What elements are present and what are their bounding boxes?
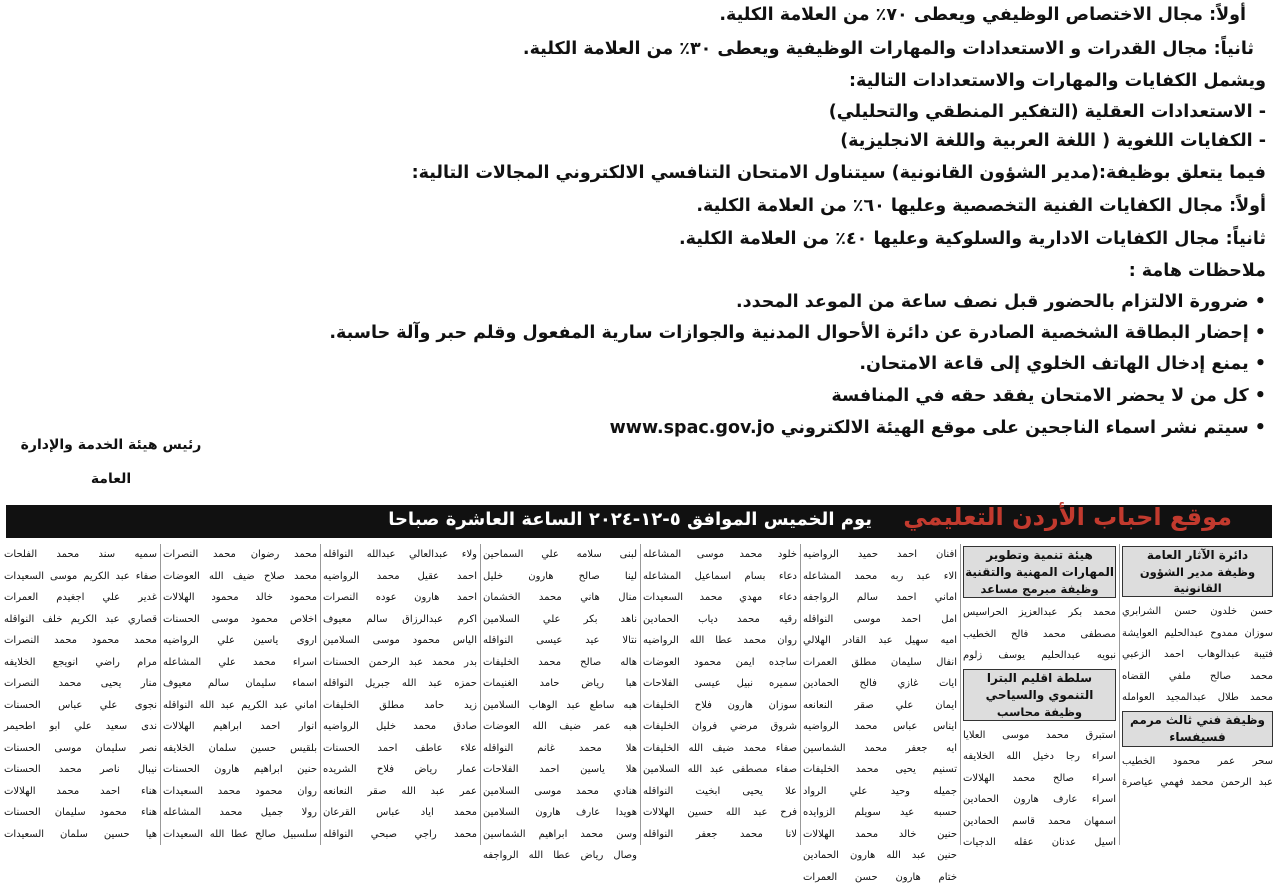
name-entry: ولاء عبدالعالي عبدالله النواقله — [323, 544, 477, 566]
column-names — [163, 544, 317, 845]
name-entry: صفاء مصطفى عبد الله السلامين — [643, 759, 797, 781]
name-entry: حسبه عيد سويلم الزوايده — [803, 802, 957, 824]
column-names — [803, 544, 957, 845]
name-entry: هبه عمر ضيف الله العوضات — [483, 716, 637, 738]
name-entry: اماني احمد سالم الرواجفه — [803, 587, 957, 609]
name-entry: هناء احمد محمد الهلالات — [4, 781, 157, 803]
name-entry: تسنيم يحيى محمد الخليفات — [803, 759, 957, 781]
name-entry: سوزان ممدوح عبدالحليم العوايشة — [1122, 623, 1273, 645]
name-entry: هيا حسين سلمان السعيدات — [4, 824, 157, 846]
name-entry: رقيه محمد دياب الحمادين — [643, 609, 797, 631]
column-names — [643, 544, 797, 845]
name-entry: دعاء مهدي محمد السعيدات — [643, 587, 797, 609]
name-entry: زيد حامد مطلق الخليفات — [323, 695, 477, 717]
name-entry: جميله وحيد علي الرواد — [803, 781, 957, 803]
name-entry: اميه سهيل عبد القادر الهلالي — [803, 630, 957, 652]
note-item: • يمنع إدخال الهاتف الخلوي إلى قاعة الامتحان. — [859, 353, 1266, 375]
name-entry: استبرق محمد موسى العلايا — [963, 725, 1116, 747]
column-divider — [800, 544, 801, 845]
name-entry: غدير علي اجغيدم العمرات — [4, 587, 157, 609]
date-banner — [6, 505, 1272, 538]
name-entry: ختام هارون حسن العمرات — [803, 867, 957, 888]
name-entry: منار يحيى محمد النصرات — [4, 673, 157, 695]
name-entry: محمد صالح ملفي القضاه — [1122, 666, 1273, 688]
name-entry: عمر عبد الله صقر النعانعه — [323, 781, 477, 803]
name-entry: فتيبة عبدالوهاب احمد الزعبي — [1122, 644, 1273, 666]
announcement-line: ثانياً: مجال الكفايات الادارية والسلوكية وعليها ٤٠٪ من العلامة الكلية. — [679, 228, 1266, 250]
name-entry: اسماء سليمان سالم معيوف — [163, 673, 317, 695]
name-entry: لانا محمد جعفر النواقله — [643, 824, 797, 846]
name-entry: حمزه عبد الله جبريل النواقله — [323, 673, 477, 695]
signature-title: رئيس هيئة الخدمة والإدارة العامة — [6, 428, 216, 496]
note-item: • سيتم نشر اسماء الناجحين على موقع الهيئة الالكتروني www.spac.gov.jo — [610, 417, 1266, 439]
column-divider — [320, 544, 321, 845]
name-entry: هبا رياض حامد الغنيمات — [483, 673, 637, 695]
name-entry: احمد هارون عوده النصرات — [323, 587, 477, 609]
name-entry: محمود خالد محمود الهلالات — [163, 587, 317, 609]
name-entry: سميره نبيل عيسى الفلاحات — [643, 673, 797, 695]
note-item: • كل من لا يحضر الامتحان يفقد حقه في المنافسة — [831, 385, 1266, 407]
name-entry: بلقيس حسين سلمان الخلايفه — [163, 738, 317, 760]
name-entry: سحر عمر محمود الخطيب — [1122, 751, 1273, 773]
name-entry: سوزان هارون فلاح الخليفات — [643, 695, 797, 717]
name-entry: وسن محمد ابراهيم الشماسين — [483, 824, 637, 846]
column-names — [483, 544, 637, 845]
name-entry: حنين خالد محمد الهلالات — [803, 824, 957, 846]
name-entry: نتالا عيد عيسى النواقله — [483, 630, 637, 652]
name-entry: نبويه عبدالحليم يوسف زلوم — [963, 645, 1116, 667]
name-entry: محمد راجي صبحي النواقله — [323, 824, 477, 846]
name-entry: مصطفى محمد فالح الخطيب — [963, 624, 1116, 646]
name-entry: روان محمود محمد السعيدات — [163, 781, 317, 803]
name-entry: عبد الرحمن محمد فهمي عياصرة — [1122, 772, 1273, 794]
name-entry: روان محمد عطا الله الرواضيه — [643, 630, 797, 652]
notes-heading: ملاحظات هامة : — [1129, 260, 1266, 282]
column-divider — [640, 544, 641, 845]
name-entry: ناهد بكر علي السلامين — [483, 609, 637, 631]
name-entry: منال هاني محمد الخشمان — [483, 587, 637, 609]
name-entry: دعاء بسام اسماعيل المشاعله — [643, 566, 797, 588]
name-entry: محمد بكر عبدالعزيز الحراسيس — [963, 602, 1116, 624]
name-entry: انفال سليمان مطلق العمرات — [803, 652, 957, 674]
name-entry: اسراء صالح محمد الهلالات — [963, 768, 1116, 790]
column-divider — [1119, 544, 1120, 845]
announcement-line: - الاستعدادات العقلية (التفكير المنطقي والتحليلي) — [829, 101, 1266, 123]
name-entry: اروى ياسين علي الرواضيه — [163, 630, 317, 652]
name-entry: نصر سليمان موسى الحسنات — [4, 738, 157, 760]
announcement-line: أولاً: مجال الكفايات الفنية التخصصية وعليها ٦٠٪ من العلامة الكلية. — [696, 195, 1266, 217]
column-names — [4, 544, 157, 845]
column-antiquities — [1122, 544, 1273, 845]
name-entry: محمد محمود محمد النصرات — [4, 630, 157, 652]
name-entry: ايناس عباس محمد الرواضيه — [803, 716, 957, 738]
announcement-line: ثانياً: مجال القدرات و الاستعدادات والمهارات الوظيفية ويعطى ٣٠٪ من العلامة الكلية. — [523, 38, 1254, 60]
section-subheader: وظيفة محاسب — [964, 704, 1115, 720]
name-entry: هناء محمود سليمان الحسنات — [4, 802, 157, 824]
announcement-line: ويشمل الكفايات والمهارات والاستعدادات التالية: — [849, 70, 1266, 92]
name-entry: سميه سند محمد الفلحات — [4, 544, 157, 566]
name-entry: لبنى سلامه علي السماحين — [483, 544, 637, 566]
name-entry: علاء عاطف احمد الحسنات — [323, 738, 477, 760]
note-item: • إحضار البطاقة الشخصية الصادرة عن دائرة الأحوال المدنية والجوازات سارية المفعول وقلم حبر وآلة حاسبة. — [329, 322, 1266, 344]
section-subheader: وظيفة مبرمج مساعد — [964, 581, 1115, 597]
name-entry: خلود محمد موسى المشاعله — [643, 544, 797, 566]
name-entry: محمد رضوان محمد النصرات — [163, 544, 317, 566]
section-header: هيئة تنمية وتطوير المهارات المهنية والتقنية وظيفة مبرمج مساعد — [963, 546, 1116, 598]
site-watermark: موقع احباب الأردن التعليمي — [903, 503, 1232, 531]
name-entry: بدر محمد عبد الرحمن الحسنات — [323, 652, 477, 674]
name-entry: حنين ابراهيم هارون الحسنات — [163, 759, 317, 781]
name-entry: هلا ياسين احمد الفلاحات — [483, 759, 637, 781]
announcement-line: أولاً: مجال الاختصاص الوظيفي ويعطى ٧٠٪ من العلامة الكلية. — [719, 4, 1246, 26]
section-subheader: وظيفة مدير الشؤون القانونية — [1123, 564, 1272, 596]
announcement-line: فيما يتعلق بوظيفة:(مدير الشؤون القانونية) سيتناول الامتحان التنافسي الالكتروني المجالات التالية: — [412, 162, 1266, 184]
column-names — [323, 544, 477, 845]
name-entry: حسن خلدون حسن الشرابري — [1122, 601, 1273, 623]
name-entry: اخلاص محمود موسى الحسنات — [163, 609, 317, 631]
name-entry: فرح عبد الله حسين الهلالات — [643, 802, 797, 824]
name-entry: مرام راضي انويجع الخلايفه — [4, 652, 157, 674]
name-entry: امل احمد موسى النواقله — [803, 609, 957, 631]
announcement-line: - الكفايات اللغوية ( اللغة العربية واللغة الانجليزية) — [840, 130, 1266, 152]
name-entry: نيبال ناصر محمد الحسنات — [4, 759, 157, 781]
note-item: • ضرورة الالتزام بالحضور قبل نصف ساعة من الموعد المحدد. — [736, 291, 1266, 313]
name-entry: ندى سعيد علي ابو اطحيمر — [4, 716, 157, 738]
name-entry: هاله صالح محمد الخليفات — [483, 652, 637, 674]
name-entry: لينا صالح هارون خليل — [483, 566, 637, 588]
name-entry: محمد صلاح ضيف الله العوضات — [163, 566, 317, 588]
name-entry: علا يحيى ابخيت النواقله — [643, 781, 797, 803]
section-header: سلطة اقليم البترا التنموي والسياحي وظيفة محاسب — [963, 669, 1116, 721]
name-entry: هلا محمد غانم النواقله — [483, 738, 637, 760]
name-entry: اكرم عبدالرزاق سالم معيوف — [323, 609, 477, 631]
name-entry: احمد عقيل محمد الرواضيه — [323, 566, 477, 588]
name-entry: حنين عبد الله هارون الحمادين — [803, 845, 957, 867]
name-entry: الاء عبد ربه محمد المشاعله — [803, 566, 957, 588]
name-entry: افنان احمد حميد الرواضيه — [803, 544, 957, 566]
section-header: وظيفة فني ثالث مرمم فسيفساء — [1122, 711, 1273, 747]
name-entry: رولا جميل محمد المشاعله — [163, 802, 317, 824]
name-entry: صفاء محمد ضيف الله الخليفات — [643, 738, 797, 760]
name-entry: ايات غازي فالح الحمادين — [803, 673, 957, 695]
name-entry: قصاري عبد الكريم خلف النواقله — [4, 609, 157, 631]
name-entry: اسمهان محمد قاسم الحمادين — [963, 811, 1116, 833]
name-entry: محمد اياد عباس القرعان — [323, 802, 477, 824]
name-entry: وصال رياض عطا الله الرواجفه — [483, 845, 637, 867]
name-entry: نجوى علي عباس الحسنات — [4, 695, 157, 717]
name-entry: هويدا عارف هارون السلامين — [483, 802, 637, 824]
name-entry: ساجده ايمن محمود العوضات — [643, 652, 797, 674]
name-entry: هنادي محمد موسى السلامين — [483, 781, 637, 803]
name-entry: انوار احمد ابراهيم الهلالات — [163, 716, 317, 738]
section-header: دائرة الآثار العامة وظيفة مدير الشؤون القانونية — [1122, 546, 1273, 597]
name-entry: ايمان علي صقر النعانعه — [803, 695, 957, 717]
name-entry: محمد طلال عبدالمجيد العوامله — [1122, 687, 1273, 709]
name-entry: الياس محمود موسى السلامين — [323, 630, 477, 652]
column-divider — [160, 544, 161, 845]
exam-date: يوم الخميس الموافق ٥-١٢-٢٠٢٤ الساعة العاشرة صباحا — [388, 509, 872, 530]
name-entry: اسراء محمد علي المشاعله — [163, 652, 317, 674]
name-entry: صفاء عبد الكريم موسى السعيدات — [4, 566, 157, 588]
column-divider — [960, 544, 961, 845]
name-entry: صادق محمد خليل الرواضيه — [323, 716, 477, 738]
column-skills-authority — [963, 544, 1116, 845]
name-entry: هبه ساطع عبد الوهاب السلامين — [483, 695, 637, 717]
name-entry: ايه جعفر محمد الشماسين — [803, 738, 957, 760]
name-entry: شروق مرضي فروان الخليفات — [643, 716, 797, 738]
name-entry: اسيل عدنان عقله الدجيات — [963, 832, 1116, 854]
name-entry: عمار رياض فلاح الشريده — [323, 759, 477, 781]
name-entry: اماني عبد الكريم عبد الله النواقله — [163, 695, 317, 717]
name-entry: سلسبيل صالح عطا الله السعيدات — [163, 824, 317, 846]
name-entry: اسراء عارف هارون الحمادين — [963, 789, 1116, 811]
column-divider — [480, 544, 481, 845]
name-entry: اسراء رجا دخيل الله الخلايفه — [963, 746, 1116, 768]
